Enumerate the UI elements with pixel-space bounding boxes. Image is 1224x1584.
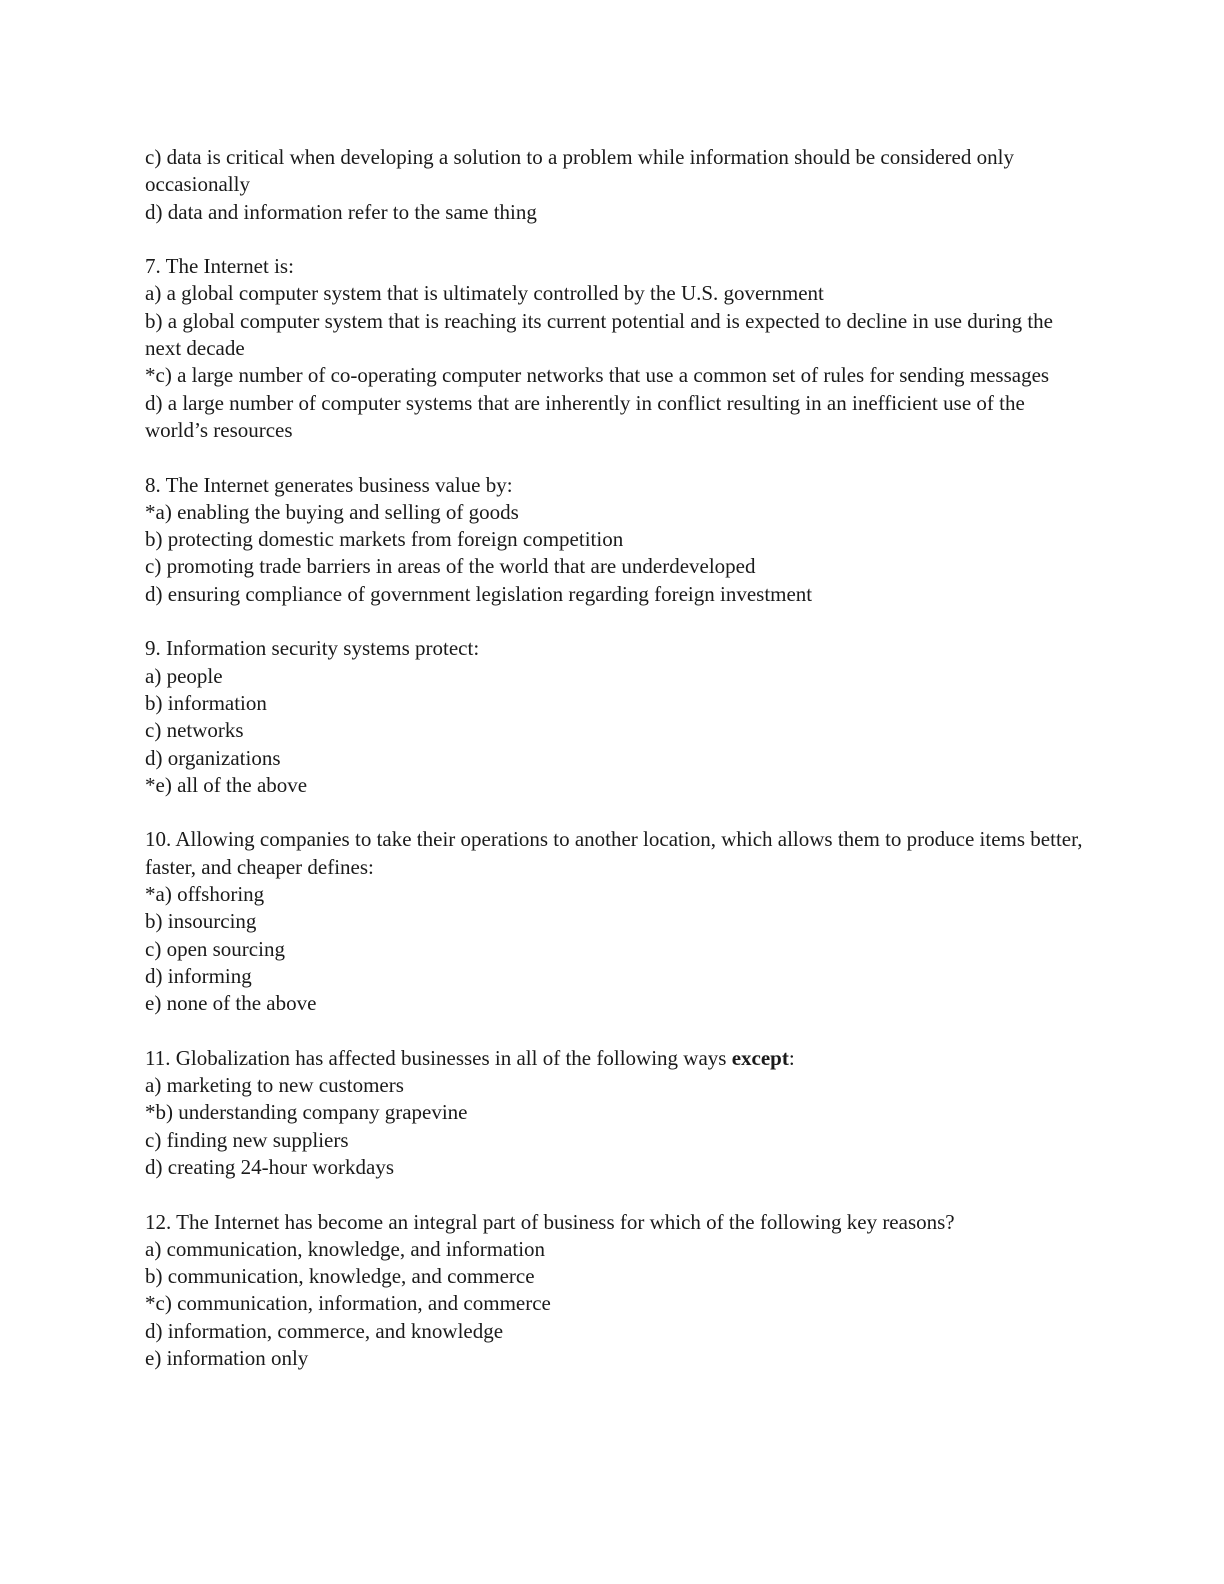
option-c: c) open sourcing xyxy=(145,936,285,961)
option-d: d) data and information refer to the same thing xyxy=(145,199,537,224)
question-stem xyxy=(145,1045,1085,1072)
question-9 xyxy=(145,635,1085,799)
question-6-continued xyxy=(145,144,1085,226)
option-c-correct: *c) a large number of co-operating computer networks that use a common set of rules for sending messages xyxy=(145,363,1050,388)
option-a: a) marketing to new customers xyxy=(145,1073,404,1098)
option-b: b) a global computer system that is reaching its current potential and is expected to decline in use during the next decade xyxy=(145,308,1053,361)
question-stem: 9. Information security systems protect: xyxy=(145,636,480,661)
question-stem: 10. Allowing companies to take their operations to another location, which allows them to produce items better, faster, and cheaper defines: xyxy=(145,827,1083,879)
option-a-correct: *a) offshoring xyxy=(145,882,265,907)
option-c: c) finding new suppliers xyxy=(145,1127,349,1152)
question-stem: 7. The Internet is: xyxy=(145,254,294,279)
option-c: c) data is critical when developing a solution to a problem while information should be considered only occasionally xyxy=(145,145,1014,197)
option-c: c) promoting trade barriers in areas of the world that are underdeveloped xyxy=(145,554,756,579)
option-b: b) insourcing xyxy=(145,909,257,934)
document-page xyxy=(145,144,1085,1372)
question-stem-text: 11. Globalization has affected businesses in all of the following ways xyxy=(145,1045,732,1070)
question-12 xyxy=(145,1209,1085,1373)
option-b-correct: *b) understanding company grapevine xyxy=(145,1100,468,1125)
option-d: d) ensuring compliance of government legislation regarding foreign investment xyxy=(145,581,813,606)
option-a: a) a global computer system that is ultimately controlled by the U.S. government xyxy=(145,281,824,306)
option-e-correct: *e) all of the above xyxy=(145,772,308,797)
option-e: e) information only xyxy=(145,1346,309,1371)
option-b: b) protecting domestic markets from foreign competition xyxy=(145,527,624,552)
option-a-correct: *a) enabling the buying and selling of goods xyxy=(145,499,519,524)
option-d: d) information, commerce, and knowledge xyxy=(145,1318,504,1343)
option-b: b) communication, knowledge, and commerce xyxy=(145,1264,535,1289)
question-stem-emphasis: except xyxy=(731,1045,789,1070)
question-11 xyxy=(145,1045,1085,1181)
option-c: c) networks xyxy=(145,718,244,743)
option-b: b) information xyxy=(145,690,267,715)
option-d: d) informing xyxy=(145,963,252,988)
question-7 xyxy=(145,253,1085,444)
question-8 xyxy=(145,472,1085,608)
option-c-correct: *c) communication, information, and commerce xyxy=(145,1291,551,1316)
option-d: d) creating 24-hour workdays xyxy=(145,1154,395,1179)
option-d: d) organizations xyxy=(145,745,281,770)
option-a: a) people xyxy=(145,663,223,688)
question-stem: 8. The Internet generates business value by: xyxy=(145,472,513,497)
question-stem: 12. The Internet has become an integral part of business for which of the following key reasons? xyxy=(145,1209,955,1234)
question-10 xyxy=(145,826,1085,1017)
question-stem-colon: : xyxy=(788,1045,795,1070)
option-e: e) none of the above xyxy=(145,991,317,1016)
option-a: a) communication, knowledge, and information xyxy=(145,1236,546,1261)
option-d: d) a large number of computer systems that are inherently in conflict resulting in an inefficient use of the world’s resources xyxy=(145,390,1025,442)
